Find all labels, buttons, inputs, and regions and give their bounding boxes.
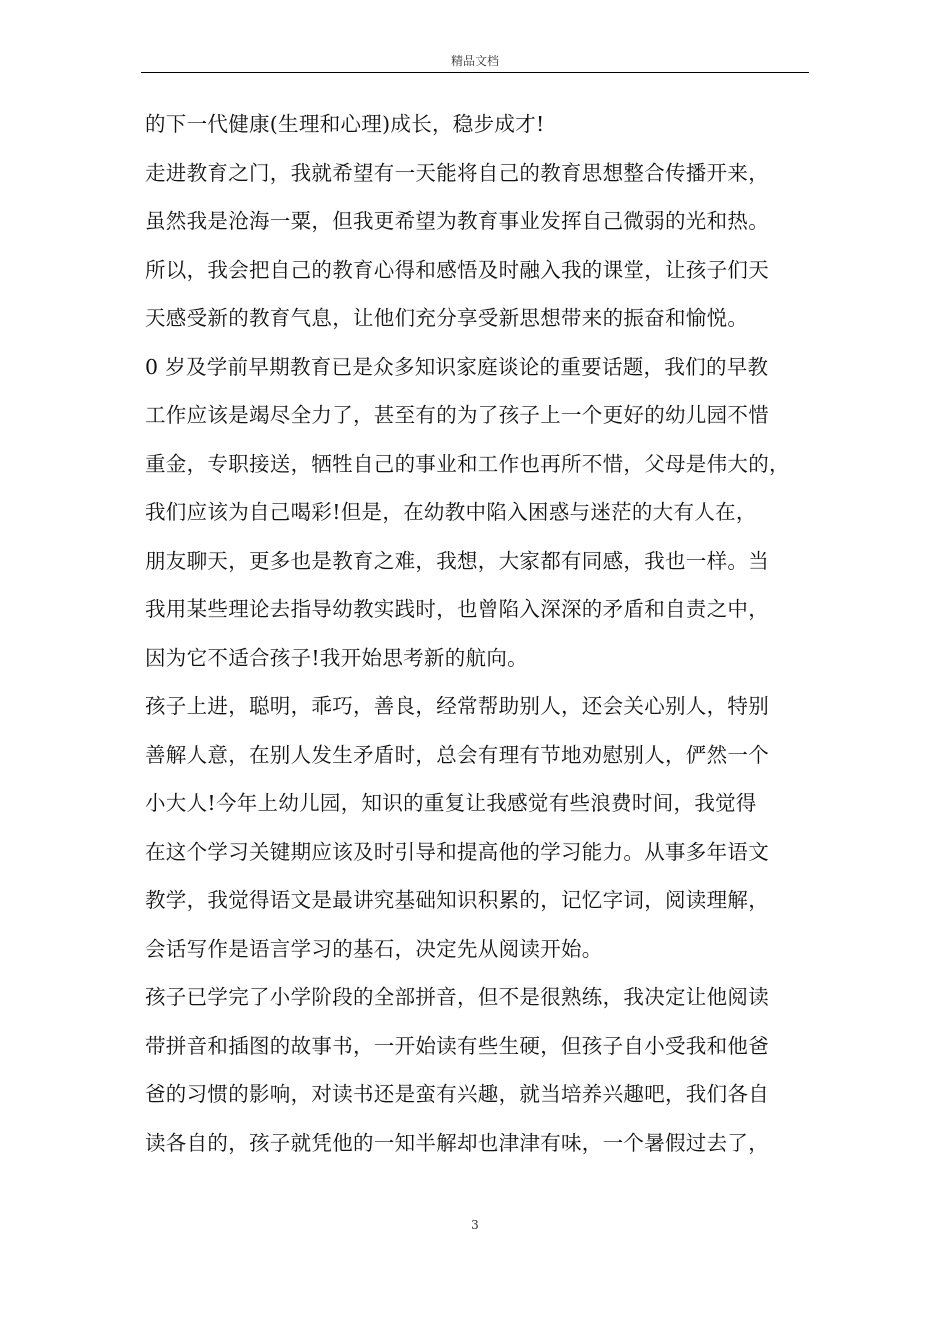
text-line: 走进教育之门，我就希望有一天能将自己的教育思想整合传播开来， bbox=[145, 160, 769, 185]
text-line: 善解人意，在别人发生矛盾时，总会有理有节地劝慰别人，俨然一个 bbox=[145, 742, 769, 767]
text-line: 重金，专职接送，牺牲自己的事业和工作也再所不惜，父母是伟大的， bbox=[145, 451, 790, 476]
text-line: 0 岁及学前早期教育已是众多知识家庭谈论的重要话题，我们的早教 bbox=[145, 354, 769, 379]
text-line: 孩子已学完了小学阶段的全部拼音，但不是很熟练，我决定让他阅读 bbox=[145, 985, 769, 1009]
text-line: 读各自的，孩子就凭他的一知半解却也津津有味，一个暑假过去了， bbox=[145, 1130, 769, 1155]
text-line: 爸的习惯的影响，对读书还是蛮有兴趣，就当培养兴趣吧，我们各自 bbox=[145, 1082, 769, 1106]
page-number: 3 bbox=[471, 1218, 479, 1232]
text-line: 我用某些理论去指导幼教实践时，也曾陷入深深的矛盾和自责之中， bbox=[145, 597, 769, 621]
text-line: 会话写作是语言学习的基石，决定先从阅读开始。 bbox=[145, 936, 603, 961]
text-line: 虽然我是沧海一粟，但我更希望为教育事业发挥自己微弱的光和热。 bbox=[145, 209, 769, 233]
text-line: 小大人!今年上幼儿园，知识的重复让我感觉有些浪费时间，我觉得 bbox=[145, 791, 757, 815]
text-line: 朋友聊天，更多也是教育之难，我想，大家都有同感，我也一样。当 bbox=[145, 548, 769, 573]
text-line: 工作应该是竭尽全力了，甚至有的为了孩子上一个更好的幼儿园不惜 bbox=[145, 403, 769, 427]
text-line: 孩子上进，聪明，乖巧，善良，经常帮助别人，还会关心别人，特别 bbox=[145, 694, 769, 718]
text-line: 在这个学习关键期应该及时引导和提高他的学习能力。从事多年语文 bbox=[145, 839, 769, 864]
page-header bbox=[141, 50, 809, 73]
document-body bbox=[145, 100, 817, 1167]
text-line: 我们应该为自己喝彩!但是，在幼教中陷入困惑与迷茫的大有人在， bbox=[145, 500, 757, 524]
text-line: 带拼音和插图的故事书，一开始读有些生硬，但孩子自小受我和他爸 bbox=[145, 1033, 769, 1058]
text-line: 的下一代健康(生理和心理)成长，稳步成才! bbox=[145, 112, 545, 136]
text-line: 天感受新的教育气息，让他们充分享受新思想带来的振奋和愉悦。 bbox=[145, 306, 749, 330]
text-line: 教学，我觉得语文是最讲究基础知识积累的，记忆字词，阅读理解， bbox=[145, 888, 769, 912]
text-line: 所以，我会把自己的教育心得和感悟及时融入我的课堂，让孩子们天 bbox=[145, 257, 769, 282]
header-title: 精品文档 bbox=[450, 54, 499, 68]
text-line: 因为它不适合孩子!我开始思考新的航向。 bbox=[145, 645, 528, 670]
